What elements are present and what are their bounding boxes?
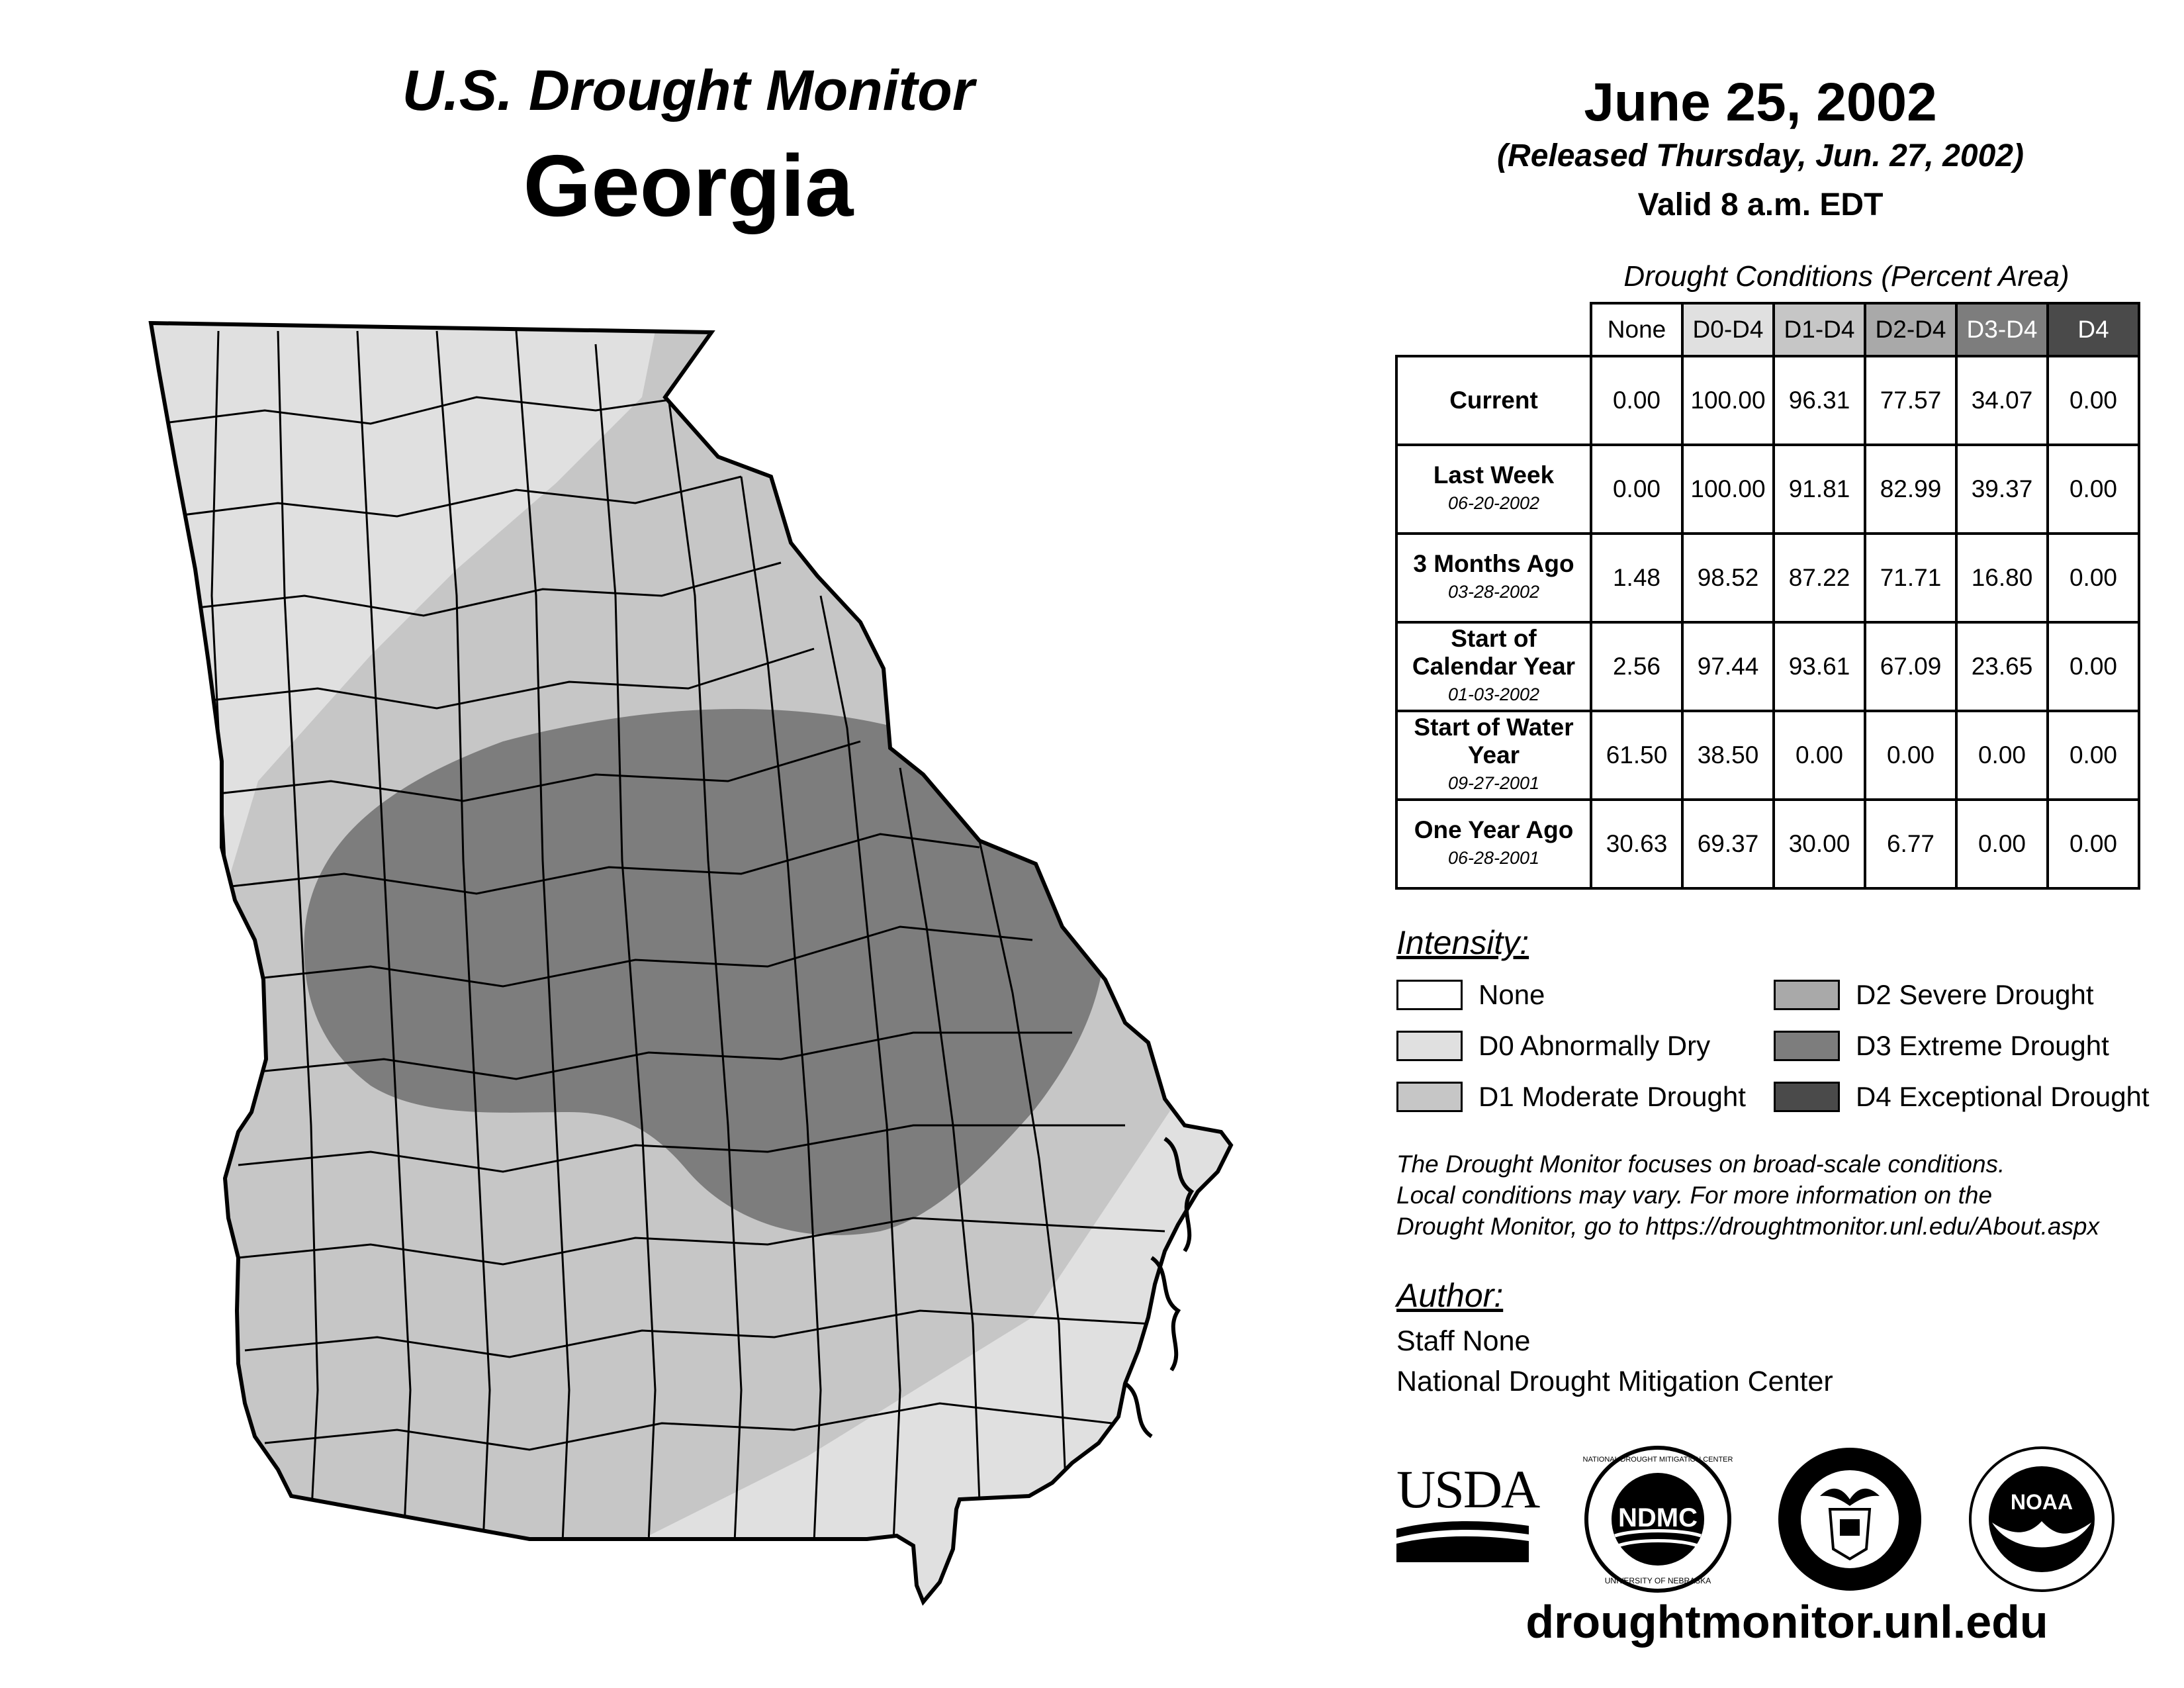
table-header-row: [1396, 303, 2139, 356]
ndmc-logo: [1582, 1443, 1734, 1595]
col-d4: D4: [2048, 303, 2139, 356]
legend-item-d2: [1774, 978, 2094, 1011]
col-d3-d4: D3-D4: [1956, 303, 2048, 356]
legend-swatch-d1: [1396, 1082, 1463, 1112]
table-cell: 87.22: [1774, 534, 1865, 622]
legend-item-d4: [1774, 1080, 2150, 1113]
table-cell: 71.71: [1865, 534, 1956, 622]
row-label-text: Start of Water Year: [1414, 714, 1574, 769]
table-cell: 23.65: [1956, 622, 2048, 711]
noaa-seal-icon: [1966, 1443, 2118, 1595]
row-date: 06-28-2001: [1447, 848, 1540, 868]
legend-label: None: [1479, 979, 1545, 1010]
table-cell: 2.56: [1591, 622, 1682, 711]
table-row: [1396, 622, 2139, 711]
state-name: Georgia: [523, 137, 854, 234]
table-cell: 0.00: [2048, 711, 2139, 800]
table-cell: 0.00: [2048, 356, 2139, 445]
commerce-logo: [1774, 1443, 1926, 1595]
usda-swoosh-icon: [1396, 1516, 1529, 1562]
table-cell: 91.81: [1774, 445, 1865, 534]
legend-label: D2 Severe Drought: [1856, 979, 2094, 1010]
table-cell: 0.00: [1591, 445, 1682, 534]
table-cell: 96.31: [1774, 356, 1865, 445]
table-cell: 30.00: [1774, 800, 1865, 888]
legend-swatch-none: [1396, 980, 1463, 1010]
ndmc-ring-top: NATIONAL DROUGHT MITIGATION CENTER: [1582, 1456, 1733, 1464]
valid-time: Valid 8 a.m. EDT: [1637, 187, 1884, 222]
usda-logo: [1396, 1459, 1539, 1562]
release-date: (Released Thursday, Jun. 27, 2002): [1497, 138, 2024, 173]
noaa-text: NOAA: [2010, 1490, 2073, 1514]
row-label: [1396, 711, 1591, 800]
legend-label: D1 Moderate Drought: [1479, 1081, 1746, 1112]
website-url[interactable]: droughtmonitor.unl.edu: [1525, 1596, 2048, 1648]
legend-swatch-d3: [1774, 1031, 1840, 1061]
commerce-seal-icon: [1774, 1443, 1926, 1595]
table-cell: 67.09: [1865, 622, 1956, 711]
col-d1-d4: D1-D4: [1774, 303, 1865, 356]
table-cell: 97.44: [1682, 622, 1774, 711]
drought-conditions-table: [1395, 302, 2140, 890]
table-cell: 0.00: [1591, 356, 1682, 445]
table-cell: 38.50: [1682, 711, 1774, 800]
row-label: [1396, 622, 1591, 711]
legend-swatch-d0: [1396, 1031, 1463, 1061]
table-cell: 1.48: [1591, 534, 1682, 622]
author-name: Staff None: [1396, 1325, 1531, 1357]
map-date: June 25, 2002: [1584, 72, 1937, 132]
legend-swatch-d4: [1774, 1082, 1840, 1112]
row-label-text: 3 Months Ago: [1413, 550, 1574, 577]
table-cell: 93.61: [1774, 622, 1865, 711]
table-cell: 0.00: [1865, 711, 1956, 800]
table-row: [1396, 534, 2139, 622]
table-row: [1396, 800, 2139, 888]
legend-item-none: [1396, 978, 1545, 1011]
disclaimer-note: [1396, 1149, 2158, 1242]
table-cell: 0.00: [2048, 800, 2139, 888]
legend-label: D0 Abnormally Dry: [1479, 1030, 1711, 1061]
table-cell: 0.00: [1774, 711, 1865, 800]
row-date: 09-27-2001: [1447, 773, 1540, 793]
table-cell: 69.37: [1682, 800, 1774, 888]
table-cell: 98.52: [1682, 534, 1774, 622]
ndmc-ring-bottom: UNIVERSITY OF NEBRASKA: [1604, 1576, 1711, 1585]
table-cell: 0.00: [2048, 622, 2139, 711]
table-cell: 0.00: [2048, 445, 2139, 534]
table-cell: 0.00: [2048, 534, 2139, 622]
table-cell: 16.80: [1956, 534, 2048, 622]
row-label-text: Start of Calendar Year: [1412, 625, 1576, 680]
legend-label: D4 Exceptional Drought: [1856, 1081, 2150, 1112]
noaa-logo: [1966, 1443, 2118, 1595]
row-label: [1396, 800, 1591, 888]
note-line: The Drought Monitor focuses on broad-scale conditions.: [1396, 1150, 2005, 1178]
table-cell: 39.37: [1956, 445, 2048, 534]
table-cell: 61.50: [1591, 711, 1682, 800]
row-label-text: Last Week: [1433, 461, 1555, 489]
author-organization: National Drought Mitigation Center: [1396, 1366, 1833, 1397]
table-row: [1396, 356, 2139, 445]
table-cell: 6.77: [1865, 800, 1956, 888]
row-date: 01-03-2002: [1447, 684, 1540, 704]
col-d0-d4: D0-D4: [1682, 303, 1774, 356]
table-row: [1396, 445, 2139, 534]
legend-item-d0: [1396, 1029, 1710, 1062]
georgia-drought-map: [132, 305, 1257, 1615]
intensity-heading: Intensity:: [1396, 924, 1529, 961]
table-cell: 100.00: [1682, 445, 1774, 534]
table-corner-cell: [1396, 303, 1591, 356]
table-caption: Drought Conditions (Percent Area): [1623, 260, 2070, 293]
row-label-text: One Year Ago: [1414, 816, 1574, 843]
note-line: Local conditions may vary. For more information on the: [1396, 1182, 1993, 1209]
table-cell: 100.00: [1682, 356, 1774, 445]
table-cell: 30.63: [1591, 800, 1682, 888]
table-cell: 0.00: [1956, 711, 2048, 800]
table-cell: 34.07: [1956, 356, 2048, 445]
legend-swatch-d2: [1774, 980, 1840, 1010]
col-d2-d4: D2-D4: [1865, 303, 1956, 356]
table-cell: 77.57: [1865, 356, 1956, 445]
row-date: 03-28-2002: [1447, 582, 1540, 602]
legend-label: D3 Extreme Drought: [1856, 1030, 2109, 1061]
row-label: [1396, 445, 1591, 534]
table-cell: 0.00: [1956, 800, 2048, 888]
author-heading: Author:: [1396, 1277, 1504, 1314]
note-line: Drought Monitor, go to https://droughtmonitor.unl.edu/About.aspx: [1396, 1213, 2099, 1240]
col-none: None: [1591, 303, 1682, 356]
row-label: [1396, 356, 1591, 445]
map-title: U.S. Drought Monitor: [402, 59, 975, 122]
row-label-text: Current: [1449, 387, 1538, 414]
legend-item-d3: [1774, 1029, 2109, 1062]
usda-logo-text: USDA: [1396, 1459, 1539, 1519]
table-row: [1396, 711, 2139, 800]
ndmc-seal-icon: [1582, 1443, 1734, 1595]
row-label: [1396, 534, 1591, 622]
legend-item-d1: [1396, 1080, 1746, 1113]
row-date: 06-20-2002: [1447, 493, 1540, 513]
ndmc-text: NDMC: [1618, 1503, 1698, 1532]
table-cell: 82.99: [1865, 445, 1956, 534]
